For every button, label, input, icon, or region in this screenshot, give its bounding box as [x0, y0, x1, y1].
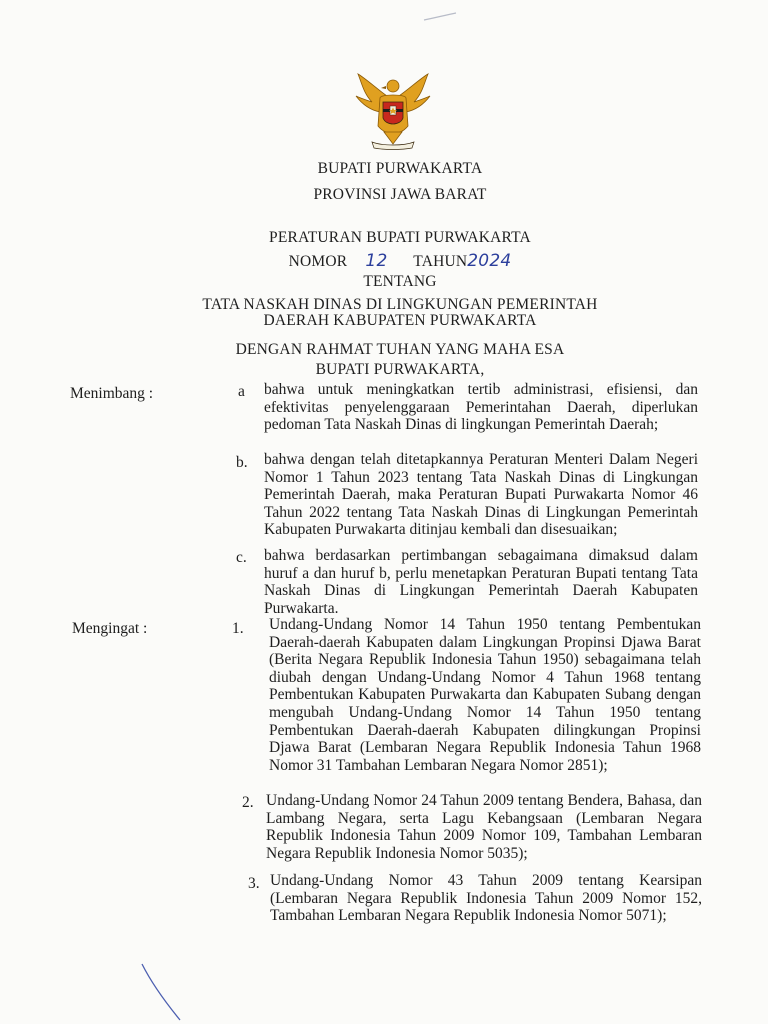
tahun-label: TAHUN: [413, 253, 468, 270]
tahun-handwritten-value: 2024: [467, 251, 512, 271]
mengingat-item-2: Undang-Undang Nomor 24 Tahun 2009 tentang Bendera, Bahasa, dan Lambang Negara, serta Lagu Kebangsaan (Lembaran Negara Republik Indonesia Tahun 2009 Nomor 109, Tambahan Lembaran Negara Republik Indonesia Nomor 5035);: [266, 792, 702, 862]
header-line-2: PROVINSI JAWA BARAT: [313, 186, 487, 203]
header-line-1: BUPATI PURWAKARTA: [317, 160, 483, 177]
menimbang-item-c: bahwa berdasarkan pertimbangan sebagaimana dimaksud dalam huruf a dan huruf b, perlu menetapkan Peraturan Bupati tentang Tata Naskah Dinas di Lingkungan Pemerintah Daerah Kabupaten Purwakarta.: [264, 547, 698, 617]
pen-stroke-top-icon: [420, 10, 460, 24]
mengingat-item-1: Undang-Undang Nomor 14 Tahun 1950 tentang Pembentukan Daerah-daerah Kabupaten dalam Lingkungan Propinsi Djawa Barat (Berita Negara Republik Indonesia Tahun 1950) sebagaimana telah diubah dengan Undang-Undang Nomor 4 Tahun 1968 tentang Pembentukan Kabupaten Purwakarta dan Kabupaten Subang dengan mengubah Undang-Undang Nomor 14 Tahun 1950 tentang Pembentukan Daerah-daerah Kabupaten dilingkungan Propinsi Djawa Barat (Lembaran Negara Republik Indonesia Tahun 1968 Nomor 31 Tambahan Lembaran Negara Nomor 2851);: [269, 616, 701, 774]
subject-line-2: DAERAH KABUPATEN PURWAKARTA: [263, 312, 537, 329]
mengingat-marker-3: 3.: [248, 875, 260, 892]
nomor-handwritten-value: 12: [365, 251, 388, 271]
mengingat-item-3: Undang-Undang Nomor 43 Tahun 2009 tentang Kearsipan (Lembaran Negara Republik Indonesia Tahun 2009 Nomor 152, Tambahan Lembaran Negara Republik Indonesia Nomor 5071);: [270, 872, 702, 925]
regulation-title: PERATURAN BUPATI PURWAKARTA: [269, 229, 531, 246]
mengingat-marker-1: 1.: [232, 620, 244, 637]
menimbang-marker-b: b.: [236, 454, 248, 471]
mengingat-marker-2: 2.: [242, 794, 254, 811]
subject-line-1: TATA NASKAH DINAS DI LINGKUNGAN PEMERINTAH: [202, 296, 598, 313]
tentang-heading: TENTANG: [363, 273, 437, 290]
menimbang-item-b: bahwa dengan telah ditetapkannya Peraturan Menteri Dalam Negeri Nomor 1 Tahun 2023 tentang Tata Naskah Dinas di Lingkungan Pemerintah Daerah, maka Peraturan Bupati Purwakarta Nomor 46 Tahun 2022 tentang Tata Naskah Dinas di Lingkungan Pemerintah Kabupaten Purwakarta ditinjau kembali dan disesuaikan;: [264, 451, 698, 539]
nomor-label: NOMOR: [288, 253, 348, 270]
blessing-line: DENGAN RAHMAT TUHAN YANG MAHA ESA: [235, 341, 565, 358]
menimbang-marker-c: c.: [236, 549, 247, 566]
pen-stroke-bottom-icon: [136, 960, 186, 1024]
mengingat-label: Mengingat :: [72, 620, 148, 637]
issuer-line: BUPATI PURWAKARTA,: [315, 361, 485, 378]
nomor-line: [150, 251, 650, 271]
menimbang-label: Menimbang :: [70, 385, 154, 402]
menimbang-marker-a: a: [238, 383, 245, 400]
menimbang-item-a: bahwa untuk meningkatkan tertib administrasi, efisiensi, dan efektivitas penyelenggaraan Pemerintahan Daerah, diperlukan pedoman Tata Naskah Dinas di lingkungan Pemerintah Daerah;: [264, 381, 698, 434]
garuda-emblem-icon: [350, 70, 436, 150]
